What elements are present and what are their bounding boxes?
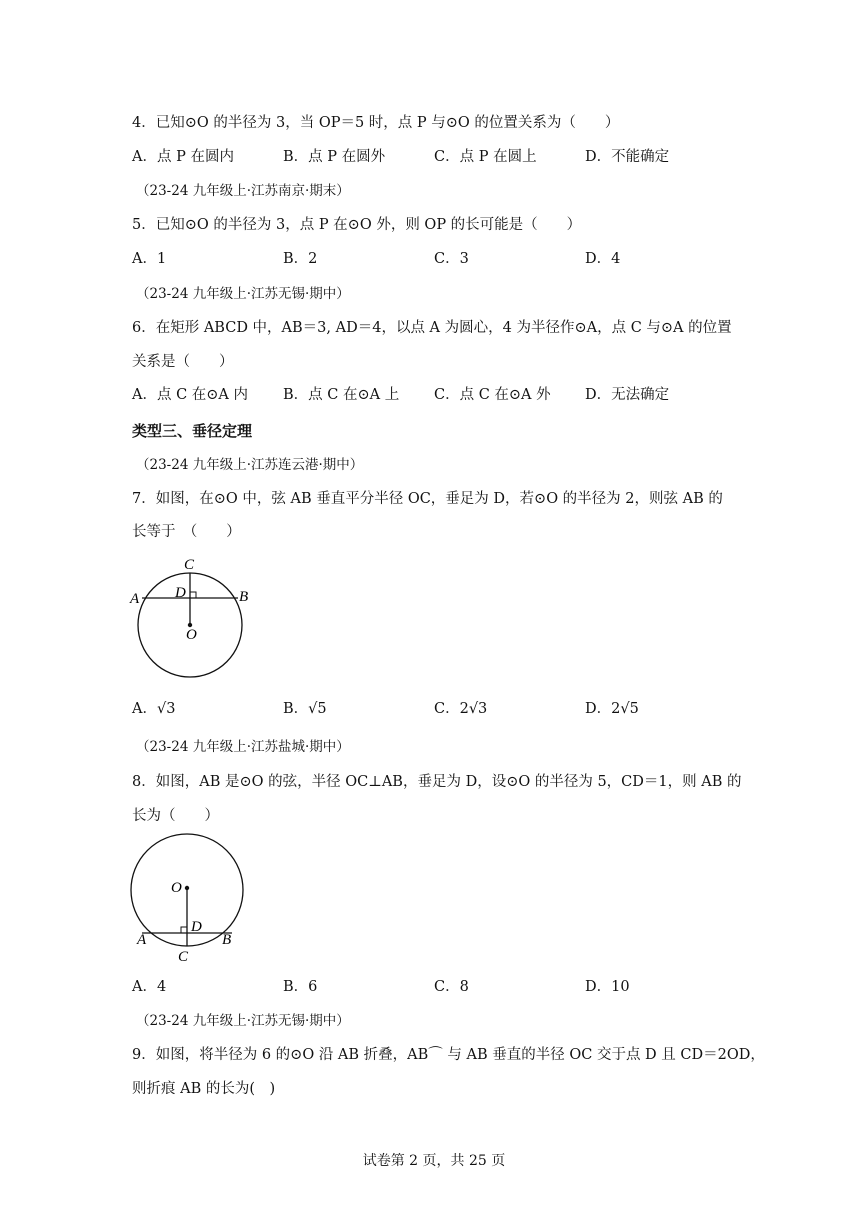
q8-option-a: A．4 [132,979,167,995]
q7-stem-line2: 长等于 （ ） [132,524,241,540]
q9-stem-line1: 9．如图，将半径为 6 的⊙O 沿 AB 折叠，AB⌒ 与 AB 垂直的半径 OC 交于点 D 且 CD＝2OD， [132,1047,765,1063]
q5-option-d: D．4 [585,251,621,267]
q7-right-angle-mark [190,592,196,598]
q4-option-b: B．点 P 在圆外 [283,149,386,165]
q7-label-d: D [175,585,186,601]
q9-stem-line2: 则折痕 AB 的长为( ) [132,1081,276,1097]
q8-stem-line2: 长为（ ） [132,808,219,824]
q8-source: （23-24 九年级上·江苏盐城·期中） [136,739,350,755]
q8-circle-figure [120,833,260,968]
q5-stem: 5．已知⊙O 的半径为 3，点 P 在⊙O 外，则 OP 的长可能是（ ） [132,217,582,233]
q8-label-b: B [222,932,232,948]
q8-center-dot [185,886,189,890]
q7-option-c: C．2√3 [434,701,488,717]
q6-stem-line2: 关系是（ ） [132,354,234,370]
q8-option-d: D．10 [585,979,630,995]
q7-source: （23-24 九年级上·江苏连云港·期中） [136,457,364,473]
q4-option-c: C．点 P 在圆上 [434,149,537,165]
section-heading: 类型三、垂径定理 [132,422,253,440]
q8-options [132,977,772,997]
q7-option-b: B．√5 [283,701,327,717]
q6-option-a: A．点 C 在⊙A 内 [132,387,249,403]
q8-label-o: O [171,880,182,896]
q4-option-a: A．点 P 在圆内 [132,149,234,165]
q7-option-d: D．2√5 [585,701,639,717]
q6-option-b: B．点 C 在⊙A 上 [283,387,400,403]
q5-option-c: C．3 [434,251,469,267]
q8-right-angle-mark [181,927,187,933]
page-footer: 试卷第 2 页，共 25 页 [362,1153,506,1169]
q6-options [132,385,772,405]
q7-option-a: A．√3 [132,701,176,717]
q4-stem: 4．已知⊙O 的半径为 3，当 OP＝5 时，点 P 与⊙O 的位置关系为（ ） [132,115,620,131]
q8-label-a: A [137,932,147,948]
q8-option-c: C．8 [434,979,469,995]
q4-option-d: D．不能确定 [585,149,670,165]
q6-source: （23-24 九年级上·江苏无锡·期中） [136,286,350,302]
q8-stem-line1: 8．如图，AB 是⊙O 的弦，半径 OC⊥AB，垂足为 D，设⊙O 的半径为 5，CD＝1，则 AB 的 [132,774,742,790]
q4-options [132,147,772,167]
q7-circle-figure [125,553,265,683]
q8-label-d: D [191,919,202,935]
q5-option-a: A．1 [132,251,167,267]
q7-label-c: C [184,557,195,573]
q7-options [132,699,772,719]
q6-option-c: C．点 C 在⊙A 外 [434,387,551,403]
q6-stem-line1: 6．在矩形 ABCD 中，AB＝3, AD＝4，以点 A 为圆心，4 为半径作⊙A，点 C 与⊙A 的位置 [132,320,732,336]
q6-option-d: D．无法确定 [585,387,670,403]
q5-option-b: B．2 [283,251,318,267]
q7-label-o: O [186,627,197,643]
q7-label-b: B [239,589,249,605]
q7-stem-line1: 7．如图，在⊙O 中，弦 AB 垂直平分半径 OC，垂足为 D，若⊙O 的半径为 2，则弦 AB 的 [132,491,723,507]
q5-options [132,249,772,269]
q9-source: （23-24 九年级上·江苏无锡·期中） [136,1013,350,1029]
q7-label-a: A [130,591,140,607]
q8-option-b: B．6 [283,979,318,995]
q8-label-c: C [178,949,189,965]
q5-source: （23-24 九年级上·江苏南京·期末） [136,183,350,199]
